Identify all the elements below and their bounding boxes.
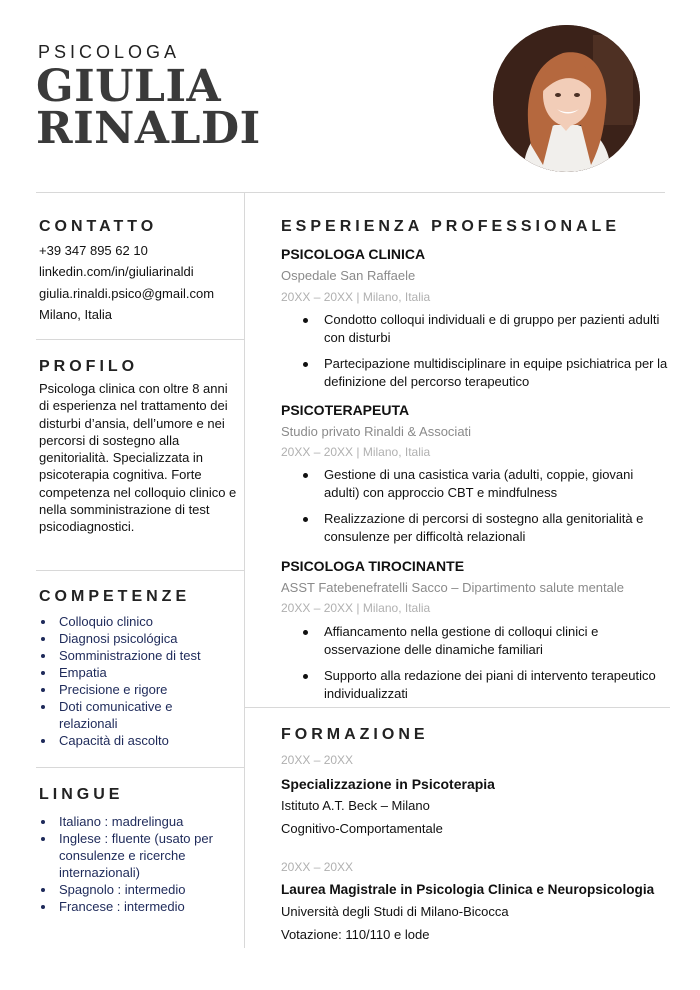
job-employer: Ospedale San Raffaele (281, 268, 416, 283)
education-dates: 20XX – 20XX (281, 860, 354, 874)
portrait-illustration (493, 25, 640, 172)
education-institution: Università degli Studi di Milano-Bicocca (281, 904, 509, 919)
skills-heading: COMPETENZE (39, 588, 191, 605)
profile-text: Psicologa clinica con oltre 8 anni di esperienza nel trattamento dei disturbi d’ansia, dell’umore e nei percorsi di sostegno alla genitorialità. Specializzata in psicoterapia cognitiva. Forte competenza nel colloquio clinico e nella somministrazione di test psicodiagnostici. (39, 381, 237, 535)
job-title: PSICOTERAPEUTA (281, 402, 410, 418)
left-divider-2 (36, 570, 244, 571)
job-duty: Supporto alla redazione dei piani di intervento terapeutico individualizzati (281, 667, 671, 702)
education-detail: Votazione: 110/110 e lode (281, 927, 430, 942)
job-title: PSICOLOGA TIROCINANTE (281, 558, 465, 574)
skill-item: Diagnosi psicológica (39, 630, 239, 647)
education-degree: Laurea Magistrale in Psicologia Clinica e Neuropsicologia (281, 882, 655, 897)
skill-item: Empatia (39, 664, 239, 681)
job-duties (281, 623, 671, 711)
job-employer: ASST Fatebenefratelli Sacco – Dipartimento salute mentale (281, 580, 624, 595)
last-name: RINALDI (36, 103, 261, 154)
job-title: PSICOLOGA CLINICA (281, 246, 426, 262)
phone-number: +39 347 895 62 10 (39, 243, 148, 258)
job-dates-location: 20XX – 20XX | Milano, Italia (281, 445, 431, 459)
skill-item: Somministrazione di test (39, 647, 239, 664)
language-item: Italiano : madrelingua (39, 813, 239, 830)
job-duty: Condotto colloqui individuali e di gruppo per pazienti adulti con disturbi (281, 311, 671, 346)
column-divider (244, 193, 245, 948)
header-divider (36, 192, 665, 193)
job-duties (281, 311, 671, 399)
job-employer: Studio privato Rinaldi & Associati (281, 424, 472, 439)
profile-heading: PROFILO (39, 358, 139, 375)
left-divider-1 (36, 339, 244, 340)
job-duty: Affiancamento nella gestione di colloqui clinici e osservazione delle dinamiche familiari (281, 623, 671, 658)
skill-item: Doti comunicative e relazionali (39, 698, 209, 732)
contact-heading: CONTATTO (39, 218, 158, 235)
job-dates-location: 20XX – 20XX | Milano, Italia (281, 601, 431, 615)
job-dates-location: 20XX – 20XX | Milano, Italia (281, 290, 431, 304)
language-item: Francese : intermedio (39, 898, 239, 915)
language-item: Spagnolo : intermedio (39, 881, 239, 898)
language-item: Inglese : fluente (usato per consulenze e ricerche internazionali) (39, 830, 214, 881)
job-role: PSICOLOGA (38, 42, 181, 62)
skills-list (39, 613, 239, 749)
languages-heading: LINGUE (39, 786, 124, 803)
skill-item: Precisione e rigore (39, 681, 239, 698)
profile-photo (493, 25, 640, 172)
skill-item: Capacità di ascolto (39, 732, 239, 749)
skill-item: Colloquio clinico (39, 613, 239, 630)
linkedin-link[interactable]: linkedin.com/in/giuliarinaldi (39, 264, 194, 279)
first-name: GIULIA (36, 61, 222, 112)
left-divider-3 (36, 767, 244, 768)
languages-list (39, 813, 239, 915)
education-degree: Specializzazione in Psicoterapia (281, 776, 495, 792)
education-heading: FORMAZIONE (281, 726, 429, 743)
education-institution: Istituto A.T. Beck – Milano (281, 798, 430, 813)
experience-heading: ESPERIENZA PROFESSIONALE (281, 218, 620, 235)
location: Milano, Italia (39, 307, 112, 322)
job-duty: Realizzazione di percorsi di sostegno alla genitorialità e consulenze per difficoltà relazionali (281, 510, 671, 545)
education-detail: Cognitivo-Comportamentale (281, 821, 443, 836)
education-dates: 20XX – 20XX (281, 753, 354, 767)
candidate-name (36, 61, 261, 154)
email-link[interactable]: giulia.rinaldi.psico@gmail.com (39, 286, 215, 301)
job-duties (281, 466, 671, 554)
job-duty: Partecipazione multidisciplinare in equipe psichiatrica per la definizione del percorso terapeutico (281, 355, 671, 390)
job-duty: Gestione di una casistica varia (adulti, coppie, giovani adulti) con approccio CBT e mindfulness (281, 466, 671, 501)
